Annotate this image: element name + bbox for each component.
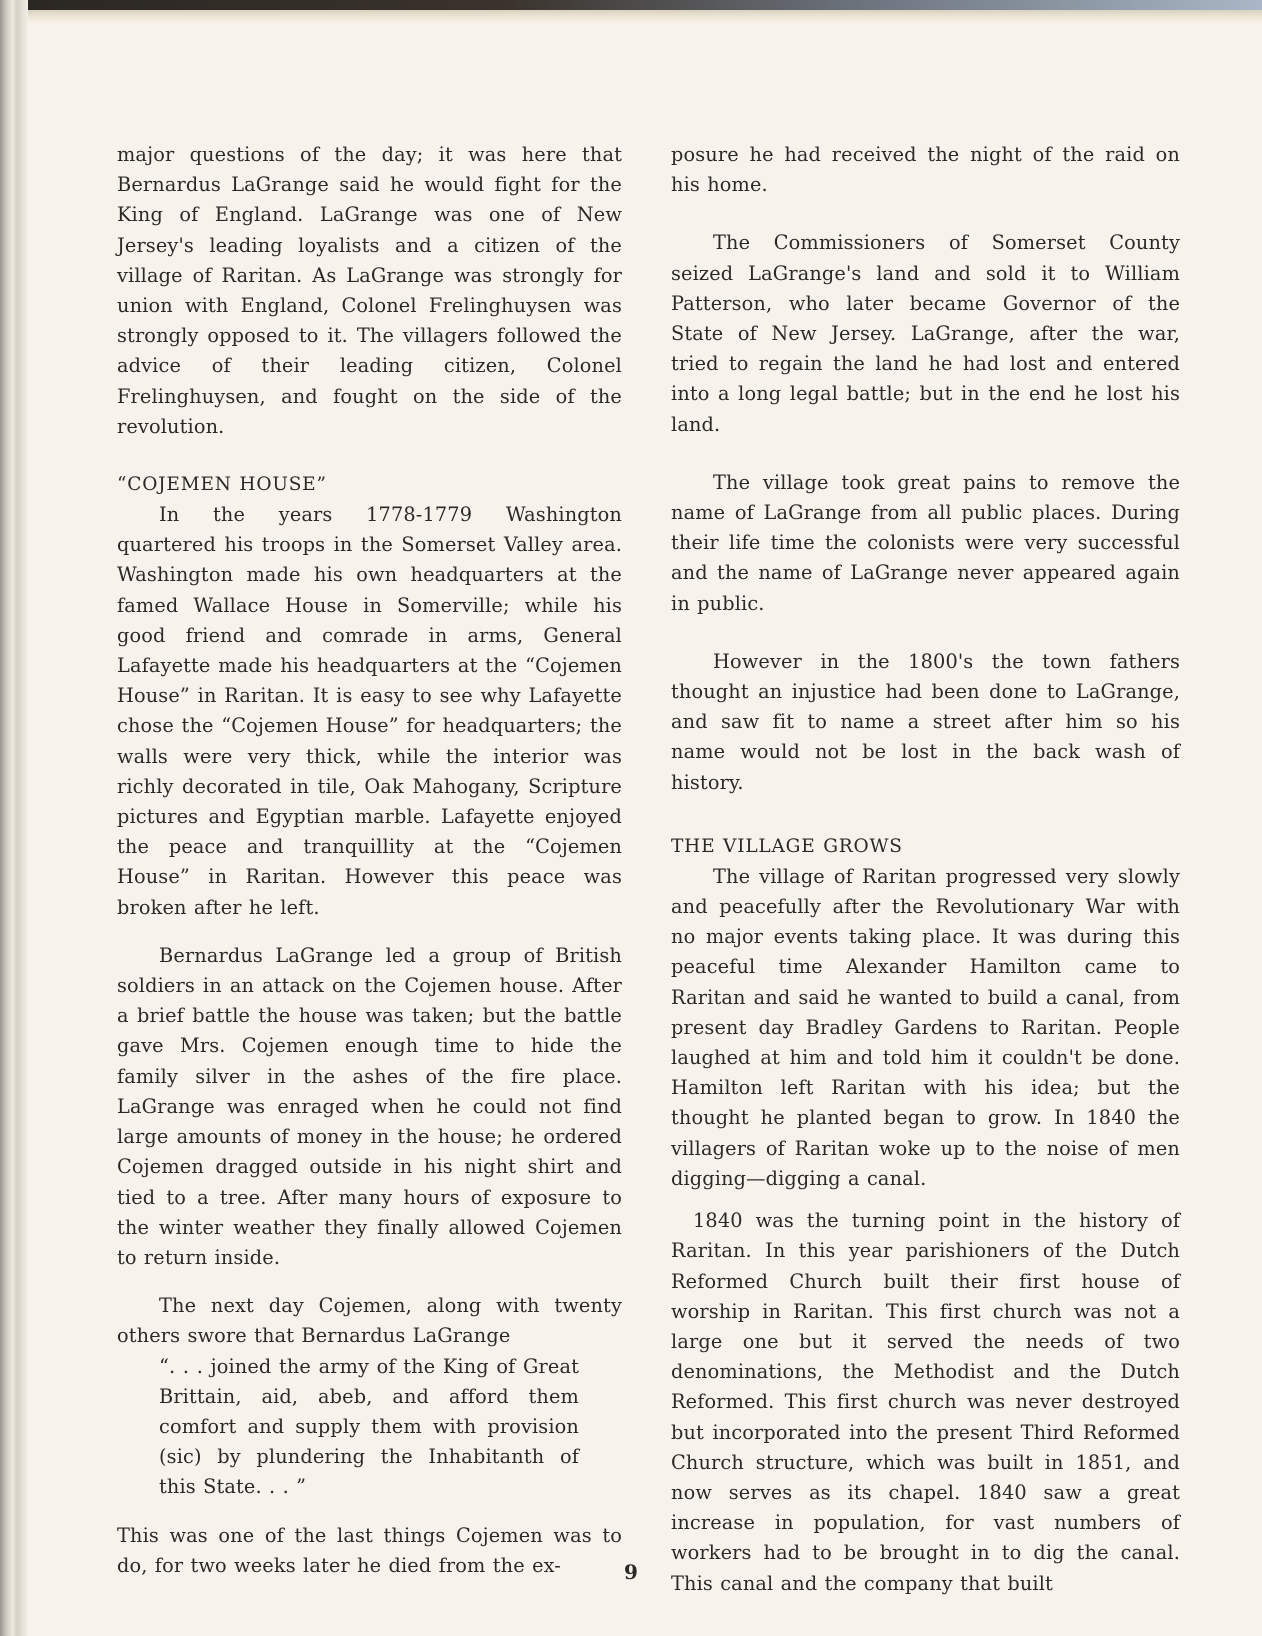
paragraph: In the years 1778-1779 Washington quartered his troops in the Somerset Valley area. Washington made his own headquarters at the famed Wallace House in Somerville; while his good friend and comrade in arms, General Lafayette made his headquarters at the “Cojemen House” in Raritan. It is easy to see why Lafayette chose the “Cojemen House” for headquarters; the walls were very thick, while the interior was richly decorated in tile, Oak Mahogany, Scripture pictures and Egyptian marble. Lafayette enjoyed the peace and tranquillity at the “Cojemen House” in Raritan. However this peace was broken after he left. bbox=[117, 503, 622, 919]
paragraph: This was one of the last things Cojemen was to do, for two weeks later he died from the ex- bbox=[117, 1523, 622, 1577]
paragraph: The village took great pains to remove the name of LaGrange from all public places. During their life time the colonists were very successful and the name of LaGrange never appeared again in public. bbox=[671, 470, 1180, 615]
paragraph: Bernardus LaGrange led a group of British soldiers in an attack on the Cojemen house. After a brief battle the house was taken; but the battle gave Mrs. Cojemen enough time to hide the family silver in the ashes of the fire place. LaGrange was enraged when he could not find large amounts of money in the house; he ordered Cojemen dragged outside in his night shirt and tied to a tree. After many hours of exposure to the winter weather they finally allowed Cojemen to return inside. bbox=[117, 943, 622, 1269]
section-heading-village-grows: THE VILLAGE GROWS bbox=[671, 835, 903, 857]
page-top-shadow bbox=[0, 10, 1262, 24]
page-number: 9 bbox=[624, 1560, 638, 1584]
paragraph: major questions of the day; it was here that Bernardus LaGrange said he would fight for the King of England. LaGrange was one of New Jersey's leading loyalists and a citizen of the village of Raritan. As LaGrange was strongly for union with England, Colonel Frelinghuysen was strongly opposed to it. The villagers followed the advice of their leading citizen, Colonel Frelinghuysen, and fought on the side of the revolution. bbox=[117, 143, 622, 438]
left-column bbox=[117, 140, 622, 1581]
block-quote: “. . . joined the army of the King of Great Brittain, aid, abeb, and afford them comfort and supply them with provision (sic) by plundering the Inhabitanth of this State. . . ” bbox=[159, 1354, 579, 1499]
book-spine-gutter bbox=[0, 0, 28, 1636]
paragraph: 1840 was the turning point in the history of Raritan. In this year parishioners of the Dutch Reformed Church built their first house of worship in Raritan. This first church was not a large one but it served the needs of two denominations, the Methodist and the Dutch Reformed. This first church was never destroyed but incorporated into the present Third Reformed Church structure, which was built in 1851, and now serves as its chapel. 1840 saw a great increase in population, for vast numbers of workers had to be brought in to dig the canal. This canal and the company that built bbox=[671, 1209, 1180, 1595]
right-column bbox=[671, 140, 1180, 1599]
paragraph: The village of Raritan progressed very slowly and peacefully after the Revolutionary War with no major events taking place. It was during this peaceful time Alexander Hamilton came to Raritan and said he wanted to build a canal, from present day Bradley Gardens to Raritan. People laughed at him and told him it couldn't be done. Hamilton left Raritan with his idea; but the thought he planted began to grow. In 1840 the villagers of Raritan woke up to the noise of men digging—digging a canal. bbox=[671, 864, 1180, 1190]
paragraph: posure he had received the night of the raid on his home. bbox=[671, 143, 1180, 197]
paragraph: The next day Cojemen, along with twenty others swore that Bernardus LaGrange bbox=[117, 1294, 622, 1348]
paragraph: However in the 1800's the town fathers thought an injustice had been done to LaGrange, and saw fit to name a street after him so his name would not be lost in the back wash of history. bbox=[671, 649, 1180, 794]
section-heading-cojemen-house: “COJEMEN HOUSE” bbox=[117, 474, 327, 496]
paragraph: The Commissioners of Somerset County seized LaGrange's land and sold it to William Patterson, who later became Governor of the State of New Jersey. LaGrange, after the war, tried to regain the land he had lost and entered into a long legal battle; but in the end he lost his land. bbox=[671, 231, 1180, 436]
